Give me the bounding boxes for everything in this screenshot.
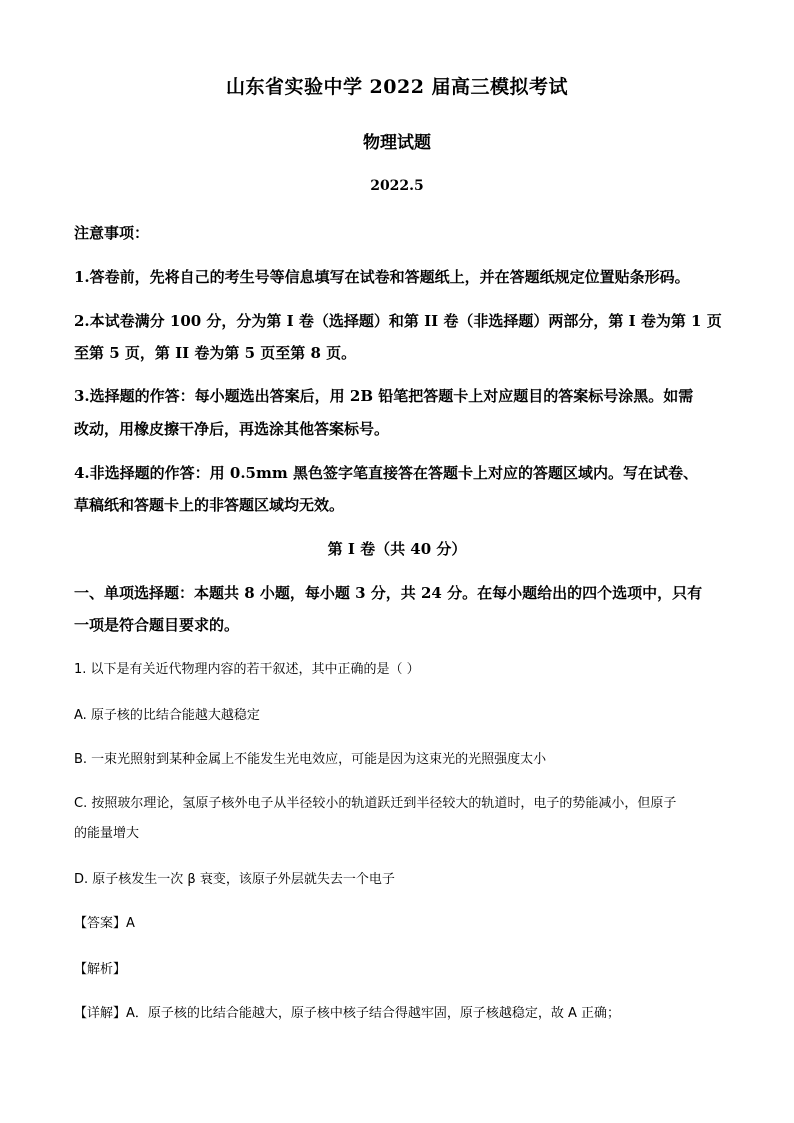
option-b: B. 一束光照射到某种金属上不能发生光电效应，可能是因为这束光的光照强度太小 bbox=[74, 752, 547, 767]
exam-date: 2022.5 bbox=[370, 178, 424, 194]
notice-item-2: 2.本试卷满分 100 分，分为第 I 卷（选择题）和第 II 卷（非选择题）两部分，第 I 卷为第 1 页 bbox=[74, 312, 722, 330]
analysis-label: 【解析】 bbox=[74, 962, 127, 977]
question-stem: 1. 以下是有关近代物理内容的若干叙述，其中正确的是（ ） bbox=[74, 662, 420, 677]
section-instruction: 一、单项选择题：本题共 8 小题，每小题 3 分，共 24 分。在每小题给出的四个选项中，只有 bbox=[74, 584, 703, 602]
exam-title: 山东省实验中学 2022 届高三模拟考试 bbox=[225, 76, 569, 98]
subject-title: 物理试题 bbox=[363, 133, 431, 153]
section-instruction-cont: 一项是符合题目要求的。 bbox=[74, 616, 240, 634]
detail-text: 【详解】A．原子核的比结合能越大，原子核中核子结合得越牢固，原子核越稳定，故 A 正确； bbox=[74, 1006, 621, 1021]
notice-item-3: 3.选择题的作答：每小题选出答案后，用 2B 铅笔把答题卡上对应题目的答案标号涂黑。如需 bbox=[74, 387, 694, 405]
notice-item-4: 4.非选择题的作答：用 0.5mm 黑色签字笔直接答在答题卡上对应的答题区域内。写在试卷、 bbox=[74, 464, 698, 482]
option-a: A. 原子核的比结合能越大越稳定 bbox=[74, 708, 260, 723]
notice-item-2-cont: 至第 5 页，第 II 卷为第 5 页至第 8 页。 bbox=[74, 344, 357, 362]
option-d: D. 原子核发生一次 β 衰变，该原子外层就失去一个电子 bbox=[74, 872, 395, 887]
option-c-cont: 的能量增大 bbox=[74, 826, 140, 841]
notice-item-3-cont: 改动，用橡皮擦干净后，再选涂其他答案标号。 bbox=[74, 420, 390, 438]
section-title: 第 I 卷（共 40 分） bbox=[327, 540, 467, 558]
notice-item-4-cont: 草稿纸和答题卡上的非答题区域均无效。 bbox=[74, 496, 345, 514]
notice-item-1: 1.答卷前，先将自己的考生号等信息填写在试卷和答题纸上，并在答题纸规定位置贴条形码。 bbox=[74, 268, 690, 286]
option-c: C. 按照玻尔理论，氢原子核外电子从半径较小的轨道跃迁到半径较大的轨道时，电子的势能减小，但原子 bbox=[74, 796, 677, 811]
answer-label: 【答案】A bbox=[74, 916, 135, 931]
notice-heading: 注意事项： bbox=[74, 224, 150, 242]
